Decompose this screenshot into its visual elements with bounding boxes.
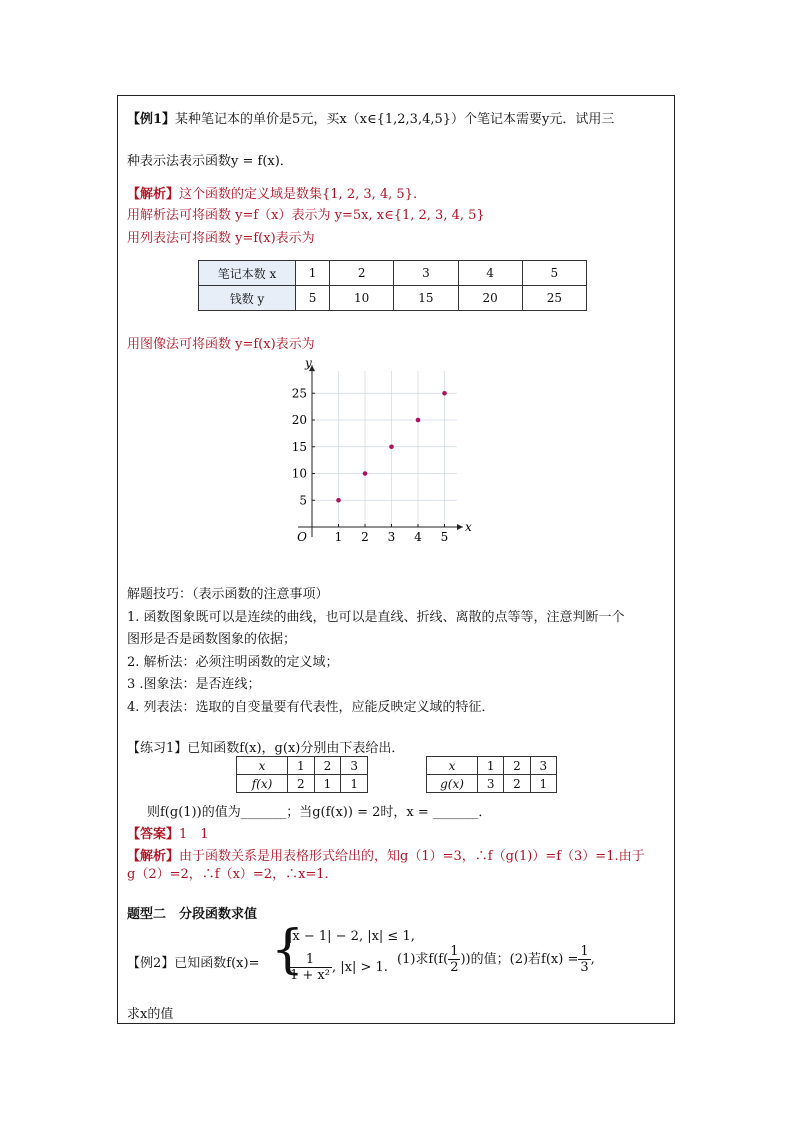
g-table-cell: 3 — [478, 775, 504, 793]
tips-item3: 3 .图象法：是否连线； — [127, 677, 261, 692]
x-tick-label: 3 — [387, 530, 396, 544]
graph-method-line: 用图像法可将函数 y=f(x)表示为 — [127, 337, 315, 352]
y-tick-label: 15 — [291, 439, 307, 454]
y-axis-label: y — [305, 356, 312, 371]
x-cell: 3 — [394, 261, 458, 286]
data-point — [336, 498, 341, 503]
g-table-cell: 2 — [504, 775, 530, 793]
f-table-cell: 2 — [288, 775, 315, 793]
q2-fraction — [578, 944, 590, 975]
g-table-cell: g(x) — [427, 775, 478, 793]
g-table-cell: 1 — [478, 757, 504, 775]
practice1-analysis-line2: g（2）=2，∴f（x）=2，∴x=1. — [127, 867, 329, 882]
q2-numerator: 1 — [580, 944, 589, 959]
g-table-cell: x — [427, 757, 478, 775]
q2-pre: (2)若f(x) = — [509, 952, 579, 967]
practice1-answer — [127, 823, 209, 842]
example2-intro-text: 已知函数f(x)= — [174, 956, 260, 971]
x-axis-label: x — [465, 520, 472, 534]
case2-denominator: 1 + x² — [290, 968, 330, 983]
practice1-question: 则f(g(1))的值为_______；当g(f(x)) = 2时，x = _______． — [147, 805, 492, 820]
data-point — [389, 444, 394, 449]
answer-text: 1 1 — [179, 827, 209, 842]
f-table-cell: 1 — [288, 757, 315, 775]
f-table-cell: x — [237, 757, 288, 775]
q2-denominator: 3 — [580, 960, 589, 975]
f-table-cell: f(x) — [237, 775, 288, 793]
g-table-cell: 1 — [530, 775, 556, 793]
f-table-cell: 1 — [341, 775, 368, 793]
y-tick-label: 25 — [291, 386, 307, 401]
x-cell: 5 — [522, 261, 586, 286]
example2-intro — [127, 952, 259, 971]
notebook-table — [198, 260, 587, 311]
f-table-cell: 2 — [314, 757, 341, 775]
tips-item4: 4. 列表法：选取的自变量要有代表性，应能反映定义域的特征． — [127, 700, 495, 715]
example2-line2: 求x的值 — [127, 1007, 174, 1022]
analysis-text: 这个函数的定义域是数集{1, 2, 3, 4, 5}. — [179, 187, 418, 202]
y-cell: 5 — [296, 286, 330, 311]
piecewise-case1: |x − 1| − 2, |x| ≤ 1, — [288, 929, 415, 944]
x-cell: 1 — [296, 261, 330, 286]
tips-item2: 2. 解析法：必须注明函数的定义域； — [127, 655, 339, 670]
tips-item1-line2: 图形是否是函数图象的依据； — [127, 632, 297, 647]
q1-denominator: 2 — [450, 960, 459, 975]
example1-text: 某种笔记本的单价是5元，买x（x∈{1,2,3,4,5}）个笔记本需要y元．试用三 — [175, 112, 615, 127]
example2-tag: 【例2】 — [127, 956, 175, 971]
case2-numerator: 1 — [288, 952, 332, 968]
example1-tag: 【例1】 — [127, 112, 176, 127]
example2-questions — [397, 944, 595, 975]
example1-line2: 种表示法表示函数y = f(x)． — [127, 154, 293, 169]
origin-label: O — [297, 530, 307, 544]
x-cell: 2 — [330, 261, 394, 286]
g-table — [426, 756, 557, 793]
y-cell: 15 — [394, 286, 458, 311]
y-tick-label: 10 — [291, 466, 307, 481]
x-axis-arrow — [457, 524, 463, 530]
piecewise-case2 — [288, 952, 388, 983]
x-tick-label: 2 — [361, 530, 369, 544]
g-table-cell: 2 — [504, 757, 530, 775]
f-table-cell: 1 — [314, 775, 341, 793]
x-cell: 4 — [458, 261, 522, 286]
q1-post: ))的值； — [460, 952, 510, 967]
y-tick-label: 5 — [299, 493, 307, 508]
case2-condition: , |x| > 1. — [331, 960, 388, 975]
scatter-chart — [290, 355, 480, 545]
q1-fraction — [448, 944, 460, 975]
f-table-cell: 3 — [341, 757, 368, 775]
example1-line1 — [127, 108, 614, 127]
y-cell: 10 — [330, 286, 394, 311]
x-tick-label: 1 — [334, 530, 343, 544]
data-point — [416, 418, 421, 423]
q1-numerator: 1 — [450, 944, 459, 959]
data-point — [442, 391, 447, 396]
analysis-tag: 【解析】 — [127, 187, 180, 202]
q1-pre: (1)求f(f( — [397, 952, 449, 967]
practice1-title: 【练习1】已知函数f(x)，g(x)分别由下表给出． — [127, 741, 405, 756]
row2-label: 钱数 y — [199, 286, 296, 311]
section2-title: 题型二 分段函数求值 — [127, 907, 258, 922]
analytic-method-line: 用解析法可将函数 y=f（x）表示为 y=5x, x∈{1, 2, 3, 4, 5} — [127, 208, 485, 223]
y-tick-label: 20 — [291, 413, 307, 427]
practice1-analysis-line1 — [127, 845, 645, 864]
x-tick-label: 4 — [414, 530, 422, 544]
x-tick-label: 5 — [440, 530, 449, 544]
tips-item1-line1: 1. 函数图象既可以是连续的曲线，也可以是直线、折线、离散的点等等，注意判断一个 — [127, 610, 625, 625]
data-point — [363, 471, 368, 476]
g-table-cell: 3 — [530, 757, 556, 775]
answer-tag: 【答案】 — [127, 827, 180, 842]
table-method-line: 用列表法可将函数 y=f(x)表示为 — [127, 231, 315, 246]
y-cell: 25 — [522, 286, 586, 311]
case2-fraction — [288, 952, 332, 983]
f-table — [236, 756, 368, 793]
practice-analysis-tag: 【解析】 — [127, 849, 180, 864]
example1-analysis — [127, 183, 417, 202]
practice-analysis-text: 由于函数关系是用表格形式给出的，知g（1）=3，∴f（g(1)）=f（3）=1.由于 — [179, 849, 645, 864]
tips-title: 解题技巧：（表示函数的注意事项） — [127, 587, 329, 602]
row1-label: 笔记本数 x — [199, 261, 296, 286]
y-cell: 20 — [458, 286, 522, 311]
q2-post: , — [590, 952, 595, 967]
piecewise-brace: { — [271, 920, 305, 980]
